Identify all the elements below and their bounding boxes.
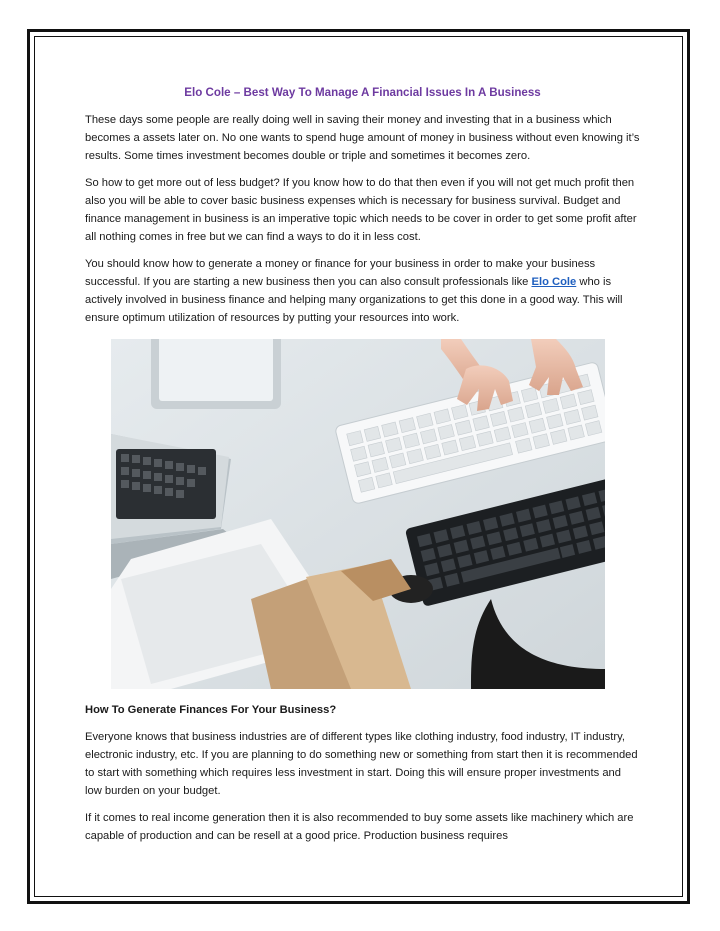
paragraph-budget: So how to get more out of less budget? If you know how to do that then even if you will not get much profit then also you will be able to cover basic business expenses which is necessary for business survival. Budget and finance management in business is an imperative topic which needs to be cover in order to get some profit after all nothing comes in free but we can find a ways to do it in less cost. <box>85 177 637 243</box>
paragraph-industries: Everyone knows that business industries are of different types like clothing industry, food industry, IT industry, electronic industry, etc. If you are planning to do something new or something from start then it is recommended to start with something which requires less investment in start. Doing this will ensure proper investments and low burden on your budget. <box>85 731 638 797</box>
paragraph-assets: If it comes to real income generation then it is also recommended to buy some assets like machinery which are capable of production and can be resell at a good price. Production business requires <box>85 812 634 842</box>
paragraph-consult <box>85 255 640 327</box>
office-desk-photo <box>111 339 605 689</box>
document-body <box>85 84 640 854</box>
elo-cole-link[interactable]: Elo Cole <box>531 276 577 288</box>
paragraph-consult-text-start: You should know how to generate a money or finance for your business in order to make your business successful. If you are starting a new business then you can also consult professionals like <box>85 258 596 288</box>
tablet-device <box>151 339 281 409</box>
section-heading: How To Generate Finances For Your Business? <box>85 704 337 716</box>
page-title: Elo Cole – Best Way To Manage A Financial Issues In A Business <box>184 86 541 99</box>
paragraph-intro: These days some people are really doing well in saving their money and investing that in a business which becomes a assets later on. No one wants to spend huge amount of money in business without even knowing it’s results. Some times investment becomes double or triple and sometimes it becomes zero. <box>85 114 640 162</box>
paragraph-consult-text-end: who is actively involved in business finance and helping many organizations to get this done in a good way. This will ensure optimum utilization of resources by putting your resources into work. <box>85 276 623 324</box>
